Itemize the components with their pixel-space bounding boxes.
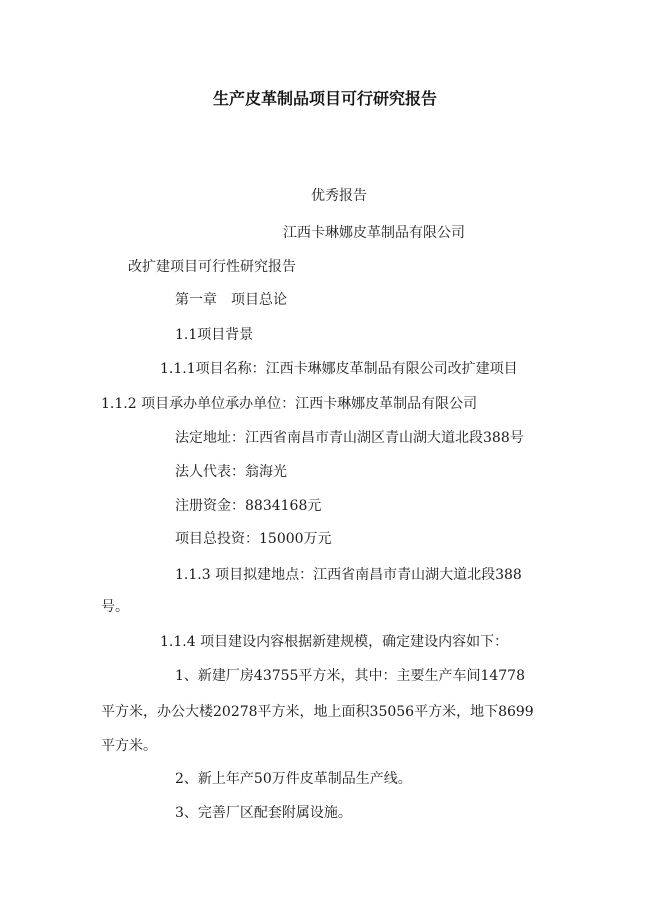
text-line: 2、新上年产50万件皮革制品生产线。 <box>175 771 412 787</box>
text-line: 优秀报告 <box>311 188 367 204</box>
document-title: 生产皮革制品项目可行研究报告 <box>212 89 437 108</box>
text-line: 法人代表：翁海光 <box>175 464 287 480</box>
text-line: 1.1.2 项目承办单位承办单位：江西卡琳娜皮革制品有限公司 <box>101 396 478 412</box>
text-line: 平方米，办公大楼20278平方米，地上面积35056平方米，地下8699 <box>101 704 534 720</box>
text-line: 江西卡琳娜皮革制品有限公司 <box>283 225 465 241</box>
text-line: 1.1.1项目名称：江西卡琳娜皮革制品有限公司改扩建项目 <box>160 361 518 377</box>
text-line: 注册资金：8834168元 <box>175 498 322 514</box>
text-line: 号。 <box>101 599 129 615</box>
chapter-heading: 第一章 项目总论 <box>175 292 287 308</box>
text-line: 改扩建项目可行性研究报告 <box>128 259 296 275</box>
text-line: 平方米。 <box>101 738 157 754</box>
text-line: 3、完善厂区配套附属设施。 <box>175 805 352 821</box>
section-heading: 1.1项目背景 <box>175 327 254 343</box>
text-line: 项目总投资：15000万元 <box>175 531 332 547</box>
text-line: 法定地址：江西省南昌市青山湖区青山湖大道北段388号 <box>175 430 524 446</box>
text-line: 1、新建厂房43755平方米，其中：主要生产车间14778 <box>175 668 525 684</box>
text-line: 1.1.3 项目拟建地点：江西省南昌市青山湖大道北段388 <box>175 567 522 583</box>
text-line: 1.1.4 项目建设内容根据新建规模，确定建设内容如下： <box>160 634 509 650</box>
